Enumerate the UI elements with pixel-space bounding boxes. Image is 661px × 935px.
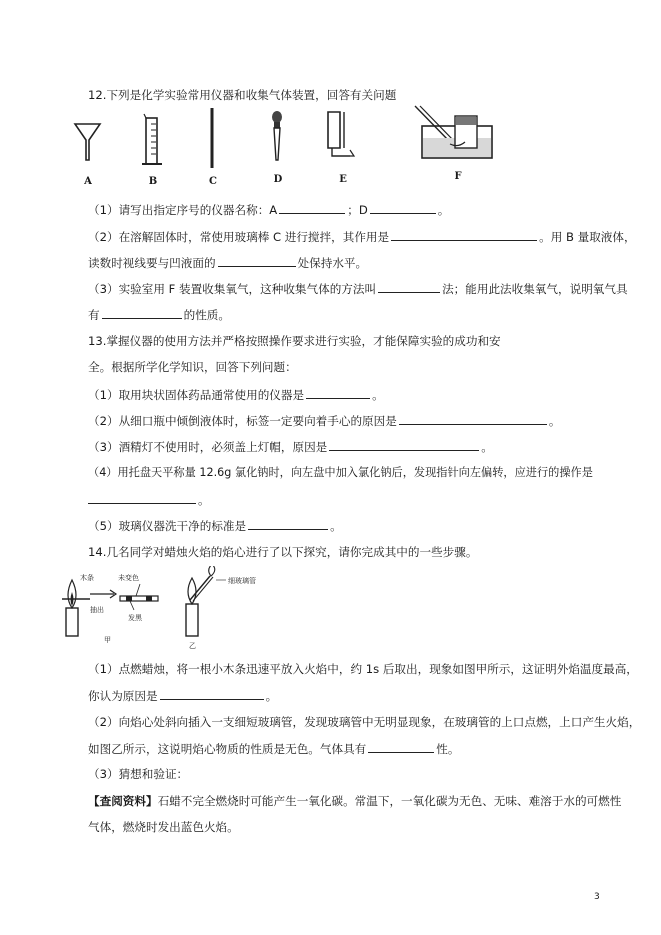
label-f: F	[454, 171, 462, 182]
label-unchanged: 未变色	[118, 574, 139, 582]
q13-part4-cont: 。	[88, 491, 210, 508]
candle-flame-icon	[66, 580, 78, 636]
answer-blank[interactable]	[160, 687, 264, 700]
q13-part5: （5）玻璃仪器洗干净的标准是 。	[88, 519, 342, 533]
q13-part4: （4）用托盘天平称量 12.6g 氯化钠时，向左盘中加入氯化钠后，发现指针向左偏转，应进行的操作是	[88, 466, 593, 479]
answer-blank[interactable]	[329, 438, 479, 451]
answer-blank[interactable]	[368, 740, 434, 753]
q12-part1: （1）请写出指定序号的仪器名称：A ；D 。	[88, 203, 450, 217]
page-number: 3	[594, 892, 600, 902]
q14-part1: （1）点燃蜡烛，将一根小木条迅速平放入火焰中，约 1s 后取出，现象如图甲所示，这证明外焰温度最高，	[88, 662, 638, 676]
label-c: C	[209, 176, 217, 187]
label-black: 发黑	[128, 614, 142, 622]
label-e: E	[339, 174, 347, 185]
label-pullout: 抽出	[90, 606, 104, 614]
label-jia: 甲	[104, 636, 111, 644]
answer-blank[interactable]	[370, 201, 436, 214]
q12-part3: （3）实验室用 F 装置收集氧气，这种收集气体的方法叫 法；能用此法收集氧气，说明氧气具	[88, 282, 628, 296]
q14-candle-figure	[60, 566, 300, 650]
answer-blank[interactable]	[88, 491, 196, 504]
answer-blank[interactable]	[399, 412, 547, 425]
q12-part2: （2）在溶解固体时，常使用玻璃棒 C 进行搅拌，其作用是 。用 B 量取液体，	[88, 230, 636, 244]
q13-title: 13.掌握仪器的使用方法并严格按照操作要求进行实验，才能保障实验的成功和安	[88, 334, 501, 348]
q14-part2: （2）向焰心处斜向插入一支细短玻璃管，发现玻璃管中无明显现象，在玻璃管的上口点燃，上口产生火焰，	[88, 715, 641, 729]
water-trough-icon	[415, 106, 492, 158]
q12-part2-cont: 读数时视线要与凹液面的 处保持水平。	[88, 256, 368, 270]
answer-blank[interactable]	[102, 306, 182, 319]
q14-title: 14.几名同学对蜡烛火焰的焰心进行了以下探究，请你完成其中的一些步骤。	[88, 545, 478, 559]
test-tube-clamp-icon	[328, 112, 354, 156]
q13-part1: （1）取用块状固体药品通常使用的仪器是 。	[88, 388, 384, 402]
q14-part1-cont: 你认为原因是 。	[88, 689, 278, 703]
q12-title: 12.下列是化学实验常用仪器和收集气体装置，回答有关问题	[88, 88, 397, 102]
q12-apparatus-figure	[70, 104, 510, 190]
label-d: D	[273, 174, 283, 185]
q13-part2: （2）从细口瓶中倾倒液体时，标签一定要向着手心的原因是 。	[88, 414, 561, 428]
answer-blank[interactable]	[391, 228, 537, 241]
q13-intro: 全。根据所学化学知识，回答下列问题：	[88, 360, 297, 374]
q14-reference: 【查阅资料】石蜡不完全燃烧时可能产生一氧化碳。常温下，一氧化碳为无色、无味、难溶于水的可燃性	[88, 794, 622, 808]
answer-blank[interactable]	[248, 517, 328, 530]
answer-blank[interactable]	[279, 201, 345, 214]
label-wood: 木条	[80, 574, 94, 582]
q14-part3: （3）猜想和验证：	[88, 767, 189, 781]
answer-blank[interactable]	[378, 280, 440, 293]
q14-part2-cont: 如图乙所示，这说明焰心物质的性质是无色。气体具有 性。	[88, 742, 460, 756]
label-yi: 乙	[189, 642, 196, 650]
label-b: B	[148, 176, 158, 187]
q12-part3-cont: 有 的性质。	[88, 308, 230, 322]
candle-glass-tube-icon	[186, 566, 226, 636]
funnel-icon	[75, 124, 100, 160]
dropper-icon	[272, 111, 282, 160]
q13-part3: （3）酒精灯不使用时，必须盖上灯帽，原因是 。	[88, 440, 493, 454]
graduated-cylinder-icon	[142, 114, 162, 164]
answer-blank[interactable]	[218, 254, 296, 267]
q14-reference-cont: 气体，燃烧时发出蓝色火焰。	[88, 820, 239, 834]
answer-blank[interactable]	[306, 386, 370, 399]
label-a: A	[84, 176, 92, 187]
label-tube: 细玻璃管	[228, 577, 256, 585]
